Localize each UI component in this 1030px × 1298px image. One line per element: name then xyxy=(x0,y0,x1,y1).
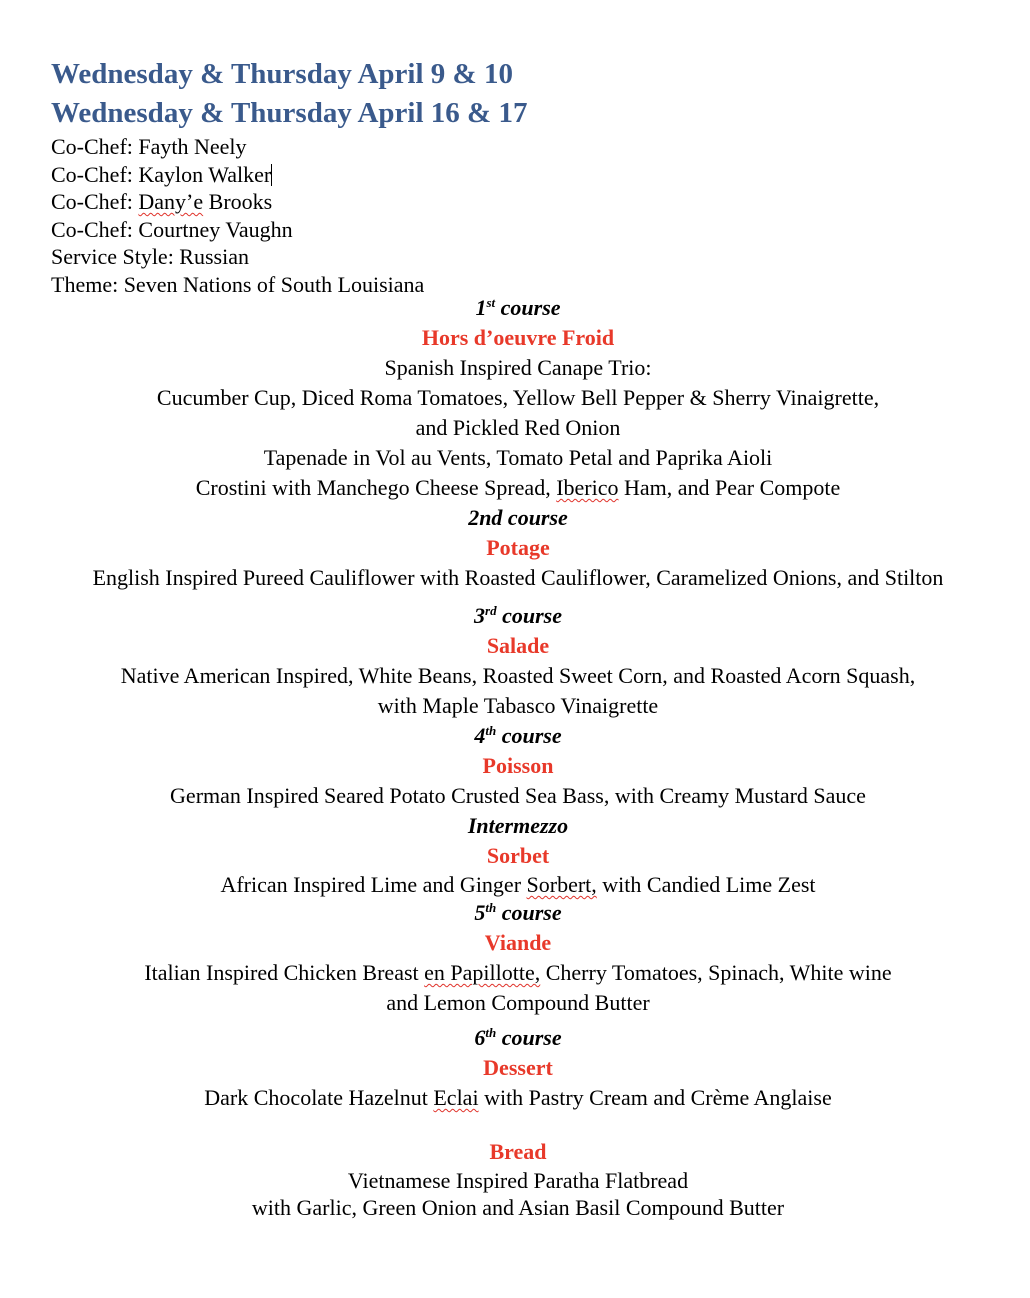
date-heading-2: Wednesday & Thursday April 16 & 17 xyxy=(51,97,528,129)
ordinal-suffix: rd xyxy=(485,603,497,618)
co-chef-prefix: Co-Chef: xyxy=(51,161,139,187)
course-5-desc-line-1 xyxy=(0,958,1030,988)
course-1-desc-line-3: and Pickled Red Onion xyxy=(415,415,621,440)
spellcheck-flagged-word[interactable]: Eclai xyxy=(433,1085,479,1110)
co-chef-line-4 xyxy=(51,216,527,244)
co-chef-line-3 xyxy=(51,188,527,216)
course-number: 5 xyxy=(474,900,486,925)
course-1-desc-line-1: Spanish Inspired Canape Trio: xyxy=(384,355,652,380)
course-number: 6 xyxy=(474,1025,486,1050)
course-word: course xyxy=(496,723,562,748)
ordinal-suffix: st xyxy=(486,295,496,310)
course-3-desc-line-1: Native American Inspired, White Beans, Roasted Sweet Corn, and Roasted Acorn Squash, xyxy=(120,663,916,688)
course-4-desc-line-1: German Inspired Seared Potato Crusted Sea Bass, with Creamy Mustard Sauce xyxy=(170,783,866,808)
text-cursor xyxy=(271,164,272,186)
spellcheck-flagged-word[interactable]: Dany’e xyxy=(138,189,204,214)
co-chef-name: Courtney Vaughn xyxy=(138,216,293,242)
co-chef-name: Fayth Neely xyxy=(138,134,247,159)
section-title-potage: Potage xyxy=(486,535,550,560)
course-label-3 xyxy=(0,601,1030,631)
course-number: 1 xyxy=(475,295,487,320)
section-title-viande: Viande xyxy=(484,930,552,955)
desc-text: with Pastry Cream and Crème Anglaise xyxy=(478,1085,832,1110)
bread-desc-line-2: with Garlic, Green Onion and Asian Basil Compound Butter xyxy=(251,1195,785,1220)
course-label-5 xyxy=(0,898,1030,928)
course-label-6 xyxy=(0,1023,1030,1053)
course-2-desc-line-1: English Inspired Pureed Cauliflower with Roasted Cauliflower, Caramelized Onions, and Stilton xyxy=(92,565,944,590)
desc-text: Dark Chocolate Hazelnut xyxy=(204,1085,434,1110)
section-title-dessert: Dessert xyxy=(483,1055,553,1080)
service-style: Service Style: Russian xyxy=(51,244,249,269)
desc-text: Crostini with Manchego Cheese Spread, xyxy=(195,475,557,500)
course-6-desc-line-1 xyxy=(0,1083,1030,1113)
menu-header xyxy=(51,55,527,298)
course-label-4 xyxy=(0,721,1030,751)
ordinal-suffix: th xyxy=(485,900,497,915)
bread-desc-line-1: Vietnamese Inspired Paratha Flatbread xyxy=(347,1168,689,1193)
section-title-salade: Salade xyxy=(486,633,550,658)
co-chef-line-1 xyxy=(51,133,527,161)
ordinal-suffix: th xyxy=(485,723,497,738)
course-label-intermezzo: Intermezzo xyxy=(467,813,569,838)
desc-text: Ham, and Pear Compote xyxy=(618,475,841,500)
ordinal-suffix: th xyxy=(485,1025,497,1040)
spacer xyxy=(0,1113,1030,1137)
spacer xyxy=(0,593,1030,601)
desc-text: African Inspired Lime and Ginger xyxy=(220,872,527,897)
course-word: course xyxy=(496,603,562,628)
spellcheck-flagged-word[interactable]: Sorbert, xyxy=(526,872,597,897)
course-5-desc-line-2: and Lemon Compound Butter xyxy=(386,990,650,1015)
course-1-desc-line-2: Cucumber Cup, Diced Roma Tomatoes, Yellow Bell Pepper & Sherry Vinaigrette, xyxy=(156,385,880,410)
desc-text: with Candied Lime Zest xyxy=(596,872,816,897)
intermezzo-desc-line-1 xyxy=(0,871,1030,898)
spellcheck-flagged-word[interactable]: en Papillotte, xyxy=(424,960,541,985)
section-title-bread: Bread xyxy=(489,1139,547,1164)
co-chef-prefix: Co-Chef: xyxy=(51,216,139,242)
menu-courses xyxy=(0,293,1030,1221)
co-chef-prefix: Co-Chef: xyxy=(51,134,139,159)
desc-text: Cherry Tomatoes, Spinach, White wine xyxy=(540,960,892,985)
section-title-hors-doeuvre: Hors d’oeuvre Froid xyxy=(421,325,615,350)
course-1-desc-line-4: Tapenade in Vol au Vents, Tomato Petal and Paprika Aioli xyxy=(263,445,773,470)
section-title-sorbet: Sorbet xyxy=(486,843,550,868)
co-chef-name: Kaylon Walker xyxy=(138,161,272,187)
desc-text: Italian Inspired Chicken Breast xyxy=(144,960,425,985)
section-title-poisson: Poisson xyxy=(482,753,554,778)
course-word: course xyxy=(496,1025,562,1050)
course-number: 4 xyxy=(474,723,486,748)
spellcheck-flagged-word[interactable]: Iberico xyxy=(556,475,619,500)
course-1-desc-line-5 xyxy=(0,473,1030,503)
course-word: course xyxy=(496,900,562,925)
course-label-2: 2nd course xyxy=(468,505,568,530)
course-3-desc-line-2: with Maple Tabasco Vinaigrette xyxy=(377,693,659,718)
co-chef-prefix: Co-Chef: xyxy=(51,189,139,214)
course-label-1 xyxy=(0,293,1030,323)
co-chef-line-2 xyxy=(51,161,527,189)
theme: Theme: Seven Nations of South Louisiana xyxy=(51,271,425,297)
course-number: 3 xyxy=(474,603,486,628)
course-word: course xyxy=(495,295,561,320)
date-heading-1: Wednesday & Thursday April 9 & 10 xyxy=(51,58,513,90)
co-chef-last-name: Brooks xyxy=(203,189,273,214)
